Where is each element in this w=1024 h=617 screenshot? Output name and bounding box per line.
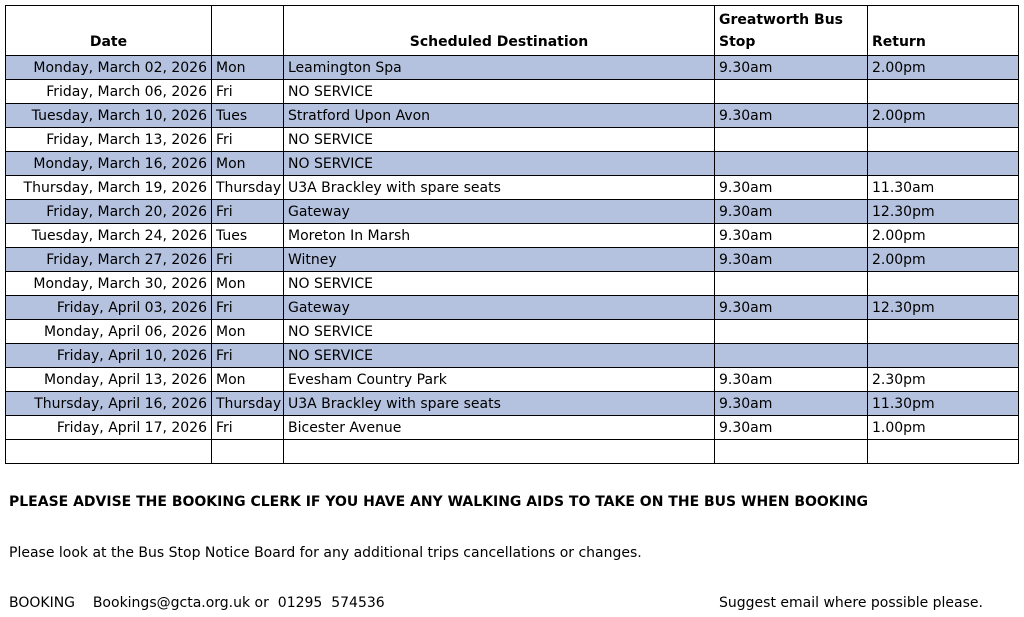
cell-date	[6, 440, 212, 464]
cell-date: Thursday, April 16, 2026	[6, 392, 212, 416]
table-row	[6, 56, 1019, 80]
cell-day: Mon	[212, 320, 284, 344]
schedule-table	[5, 5, 1019, 464]
table-row	[6, 128, 1019, 152]
cell-destination: Gateway	[284, 200, 715, 224]
cell-date: Monday, April 06, 2026	[6, 320, 212, 344]
cell-bus-stop	[715, 344, 868, 368]
cell-bus-stop: 9.30am	[715, 200, 868, 224]
booking-contact: BOOKING Bookings@gcta.org.uk or 01295 574536	[9, 595, 385, 611]
cell-destination: NO SERVICE	[284, 80, 715, 104]
cell-return: 11.30pm	[868, 392, 1019, 416]
cell-bus-stop: 9.30am	[715, 248, 868, 272]
cell-bus-stop: 9.30am	[715, 368, 868, 392]
cell-destination: NO SERVICE	[284, 128, 715, 152]
cell-date: Monday, March 30, 2026	[6, 272, 212, 296]
cell-bus-stop: 9.30am	[715, 176, 868, 200]
cell-return: 12.30pm	[868, 200, 1019, 224]
cell-day: Thursday	[212, 176, 284, 200]
cell-destination: Gateway	[284, 296, 715, 320]
cell-day: Fri	[212, 80, 284, 104]
cell-day	[212, 440, 284, 464]
table-row	[6, 248, 1019, 272]
table-row	[6, 104, 1019, 128]
cell-bus-stop: 9.30am	[715, 296, 868, 320]
cell-date: Monday, March 02, 2026	[6, 56, 212, 80]
table-row	[6, 176, 1019, 200]
notice-board-text: Please look at the Bus Stop Notice Board for any additional trips cancellations or changes.	[9, 545, 642, 561]
cell-day: Fri	[212, 416, 284, 440]
cell-return: 11.30am	[868, 176, 1019, 200]
cell-return: 2.00pm	[868, 104, 1019, 128]
cell-destination: Moreton In Marsh	[284, 224, 715, 248]
cell-return: 2.00pm	[868, 248, 1019, 272]
cell-bus-stop	[715, 272, 868, 296]
header-return: Return	[868, 6, 1019, 56]
cell-bus-stop	[715, 320, 868, 344]
table-row	[6, 200, 1019, 224]
cell-return: 2.00pm	[868, 224, 1019, 248]
cell-date: Friday, March 20, 2026	[6, 200, 212, 224]
cell-destination: NO SERVICE	[284, 320, 715, 344]
cell-destination: U3A Brackley with spare seats	[284, 176, 715, 200]
table-row	[6, 296, 1019, 320]
cell-bus-stop	[715, 80, 868, 104]
cell-bus-stop: 9.30am	[715, 224, 868, 248]
cell-destination: Witney	[284, 248, 715, 272]
cell-return: 2.30pm	[868, 368, 1019, 392]
cell-day: Fri	[212, 128, 284, 152]
cell-day: Tues	[212, 104, 284, 128]
cell-date: Monday, March 16, 2026	[6, 152, 212, 176]
cell-destination: Stratford Upon Avon	[284, 104, 715, 128]
cell-day: Fri	[212, 296, 284, 320]
walking-aids-notice: PLEASE ADVISE THE BOOKING CLERK IF YOU HAVE ANY WALKING AIDS TO TAKE ON THE BUS WHEN BOOKING	[9, 494, 869, 510]
header-bus-stop: Greatworth Bus Stop	[715, 6, 868, 56]
cell-bus-stop	[715, 440, 868, 464]
cell-date: Tuesday, March 10, 2026	[6, 104, 212, 128]
cell-day: Fri	[212, 248, 284, 272]
cell-destination: Evesham Country Park	[284, 368, 715, 392]
cell-day: Fri	[212, 344, 284, 368]
cell-return: 12.30pm	[868, 296, 1019, 320]
cell-date: Monday, April 13, 2026	[6, 368, 212, 392]
header-day	[212, 6, 284, 56]
cell-return: 2.00pm	[868, 56, 1019, 80]
header-destination: Scheduled Destination	[284, 6, 715, 56]
cell-day: Mon	[212, 56, 284, 80]
cell-bus-stop: 9.30am	[715, 56, 868, 80]
cell-bus-stop	[715, 152, 868, 176]
cell-day: Mon	[212, 152, 284, 176]
cell-date: Friday, April 17, 2026	[6, 416, 212, 440]
table-row	[6, 320, 1019, 344]
cell-return	[868, 272, 1019, 296]
cell-destination: Leamington Spa	[284, 56, 715, 80]
cell-date: Friday, March 27, 2026	[6, 248, 212, 272]
cell-date: Friday, March 06, 2026	[6, 80, 212, 104]
cell-date: Tuesday, March 24, 2026	[6, 224, 212, 248]
table-row	[6, 272, 1019, 296]
cell-return	[868, 152, 1019, 176]
table-row	[6, 392, 1019, 416]
cell-bus-stop	[715, 128, 868, 152]
cell-bus-stop: 9.30am	[715, 104, 868, 128]
cell-return	[868, 344, 1019, 368]
table-row	[6, 224, 1019, 248]
cell-return	[868, 440, 1019, 464]
cell-date: Friday, April 03, 2026	[6, 296, 212, 320]
header-date: Date	[6, 6, 212, 56]
cell-date: Friday, March 13, 2026	[6, 128, 212, 152]
cell-return: 1.00pm	[868, 416, 1019, 440]
cell-destination: NO SERVICE	[284, 344, 715, 368]
cell-bus-stop: 9.30am	[715, 392, 868, 416]
suggest-email-note: Suggest email where possible please.	[719, 595, 983, 611]
cell-bus-stop: 9.30am	[715, 416, 868, 440]
cell-destination: Bicester Avenue	[284, 416, 715, 440]
cell-day: Mon	[212, 272, 284, 296]
table-row	[6, 344, 1019, 368]
cell-destination: NO SERVICE	[284, 152, 715, 176]
cell-destination: NO SERVICE	[284, 272, 715, 296]
cell-destination	[284, 440, 715, 464]
table-row	[6, 80, 1019, 104]
cell-day: Fri	[212, 200, 284, 224]
cell-destination: U3A Brackley with spare seats	[284, 392, 715, 416]
cell-day: Thursday	[212, 392, 284, 416]
cell-date: Thursday, March 19, 2026	[6, 176, 212, 200]
cell-day: Tues	[212, 224, 284, 248]
table-row	[6, 368, 1019, 392]
cell-return	[868, 80, 1019, 104]
cell-date: Friday, April 10, 2026	[6, 344, 212, 368]
table-row	[6, 416, 1019, 440]
cell-return	[868, 128, 1019, 152]
cell-return	[868, 320, 1019, 344]
table-row-empty	[6, 440, 1019, 464]
table-header-row	[6, 6, 1019, 56]
table-row	[6, 152, 1019, 176]
cell-day: Mon	[212, 368, 284, 392]
